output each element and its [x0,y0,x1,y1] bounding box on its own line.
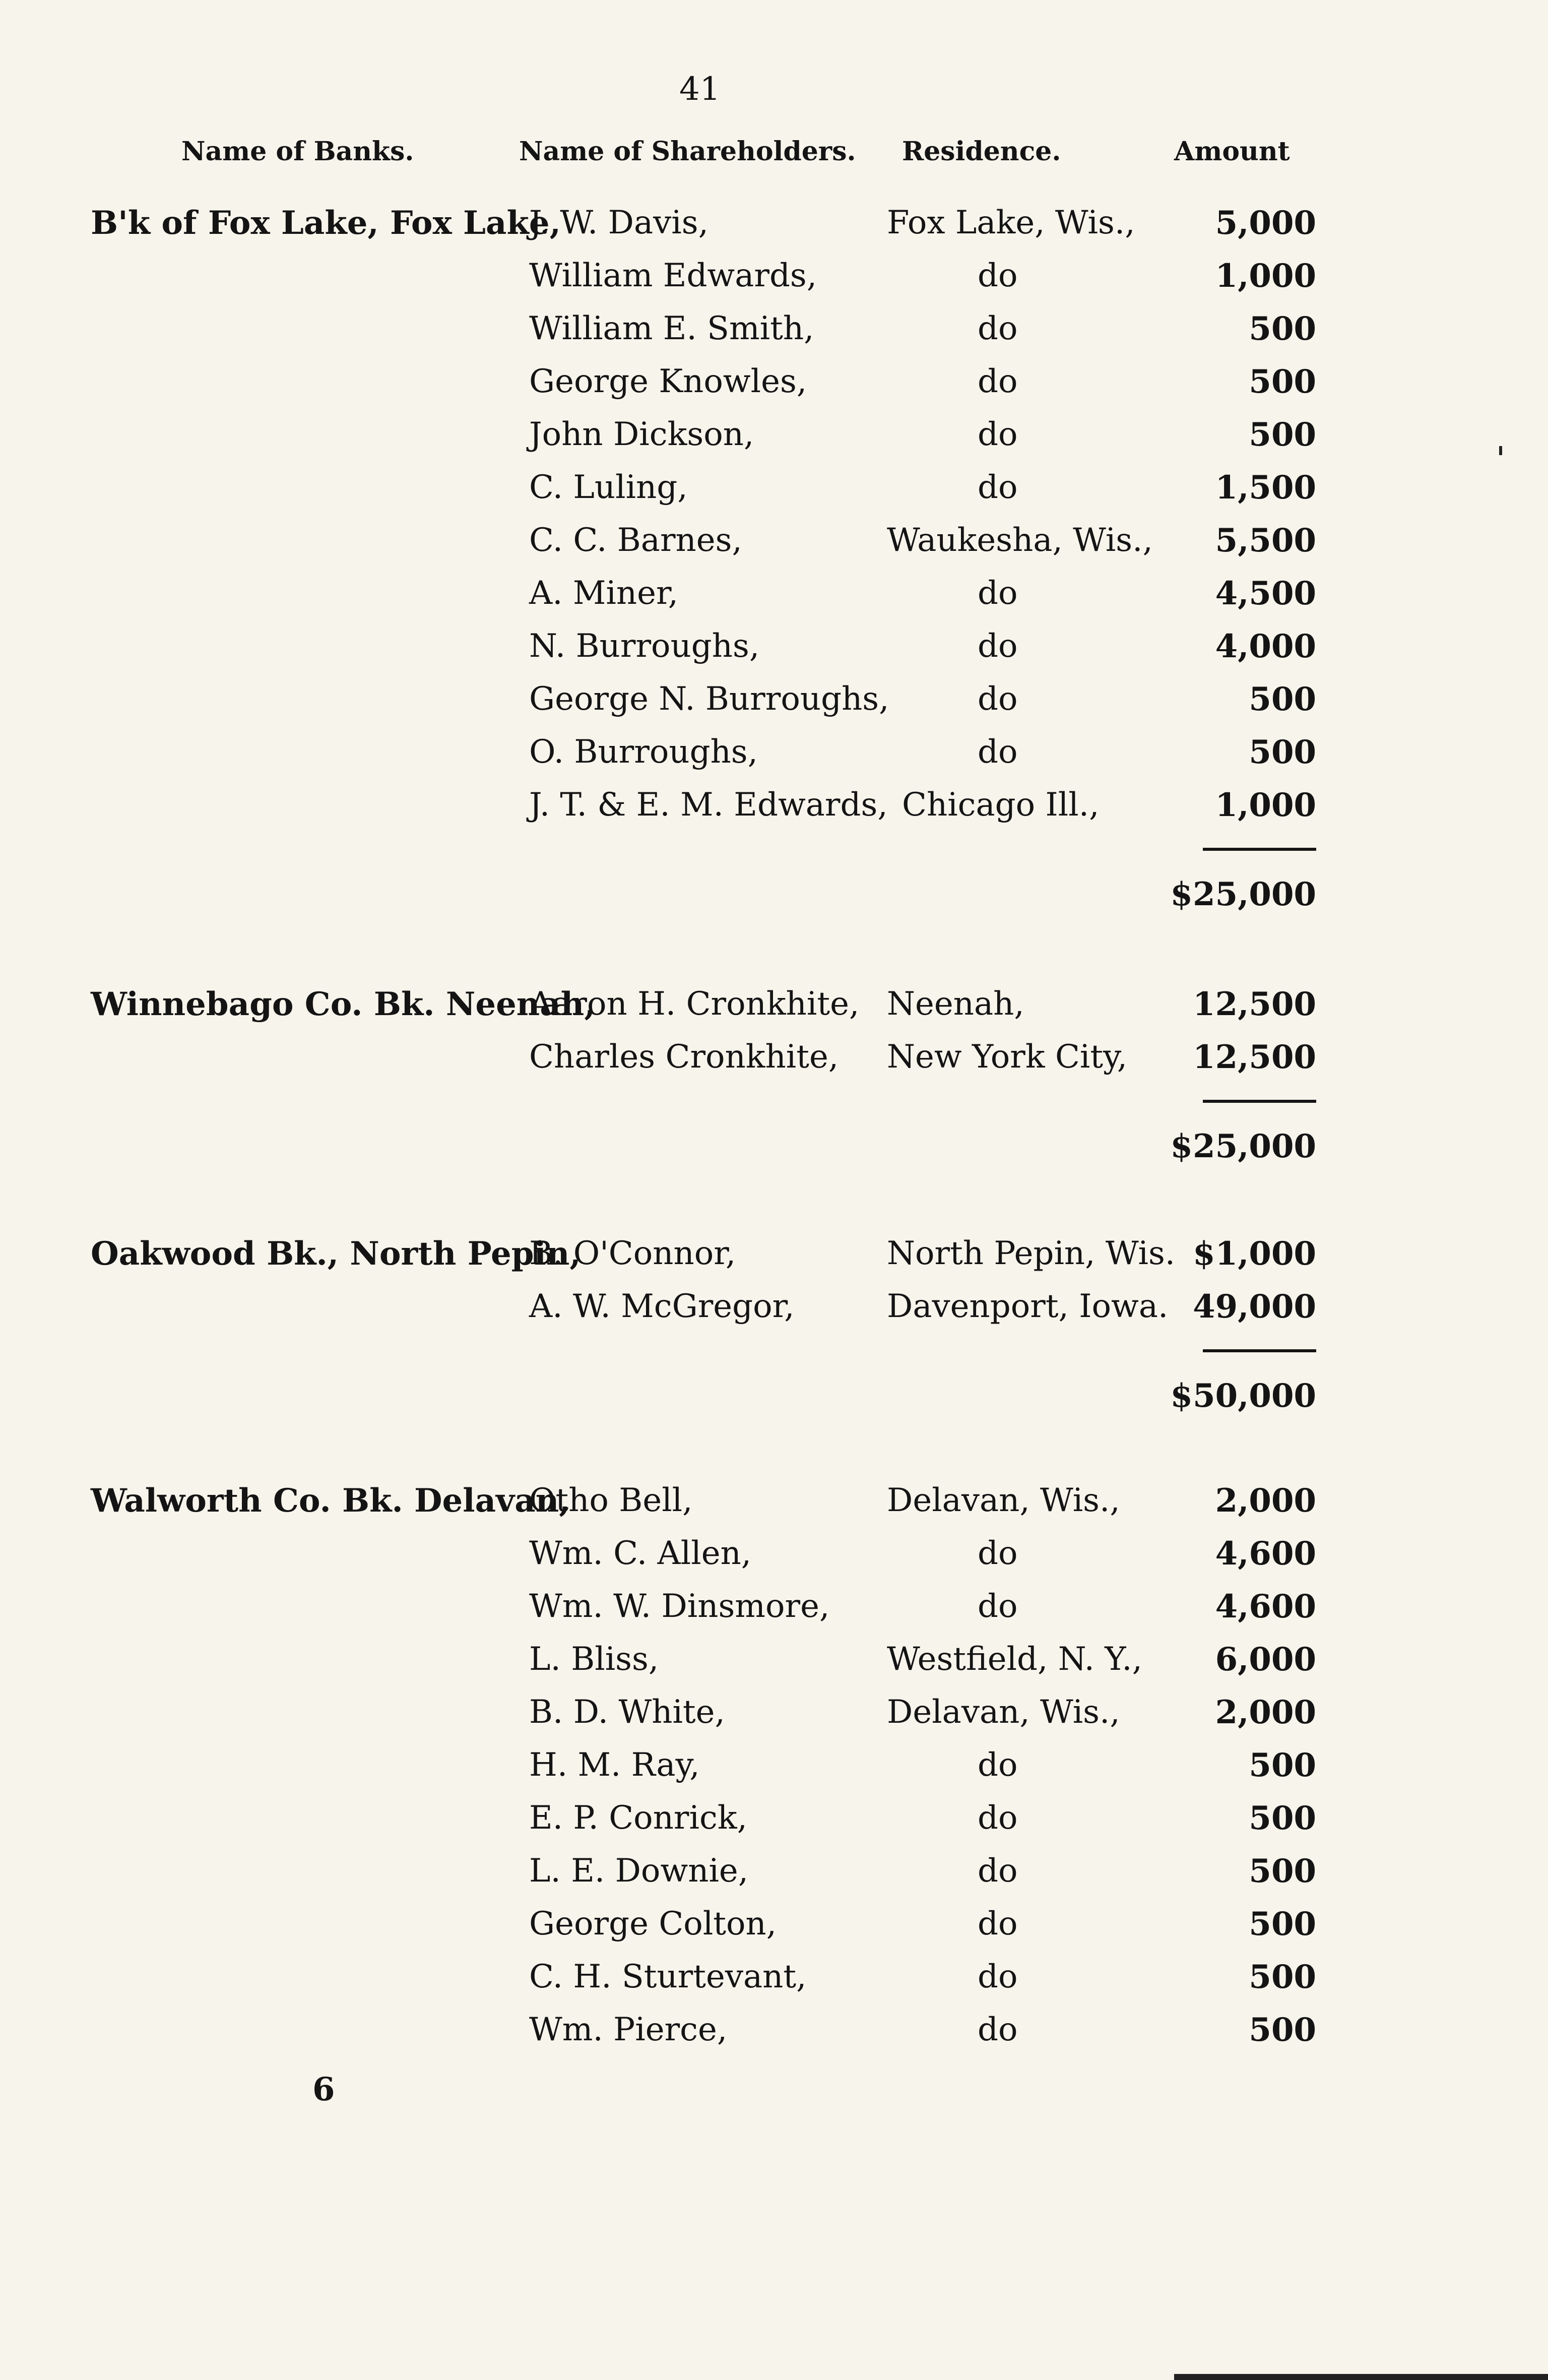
table-row [0,1898,1548,1951]
shareholder-name: N. Burroughs, [529,628,760,665]
table-row [0,197,1548,249]
residence: do [978,1905,1018,1943]
amount: 500 [1249,363,1316,401]
amount: 500 [1249,1852,1316,1890]
table-row [0,302,1548,355]
table-row [0,461,1548,514]
section-total-row [0,1119,1548,1174]
section-total: $50,000 [1170,1377,1316,1415]
shareholder-name: Aaron H. Cronkhite, [529,985,860,1023]
amount: 5,000 [1215,204,1316,242]
amount: 5,500 [1215,522,1316,559]
table-row [0,249,1548,302]
residence: do [978,1746,1018,1784]
table-row [0,620,1548,673]
amount: 500 [1249,1799,1316,1837]
residence: do [978,680,1018,718]
table-row [0,1739,1548,1792]
shareholder-name: George Knowles, [529,363,807,400]
bank-section-oakwood [0,1227,1548,1424]
amount: 4,600 [1215,1535,1316,1573]
scan-edge [1174,2374,1548,2380]
residence: do [978,1799,1018,1837]
residence: do [978,1588,1018,1625]
shareholder-name: George N. Burroughs, [529,680,889,718]
bank-name: Winnebago Co. Bk. Neenah, [91,985,596,1023]
amount: 1,500 [1215,469,1316,507]
amount: $1,000 [1193,1235,1316,1273]
shareholder-name: Otho Bell, [529,1482,693,1519]
residence: Neenah, [887,985,1024,1023]
shareholder-name: Wm. C. Allen, [529,1535,752,1572]
residence: do [978,575,1018,612]
shareholder-name: John Dickson, [529,416,754,453]
amount: 500 [1249,1905,1316,1943]
shareholder-name: Wm. W. Dinsmore, [529,1588,830,1625]
table-row [0,779,1548,832]
shareholder-name: O. Burroughs, [529,733,758,771]
amount: 2,000 [1215,1482,1316,1520]
bank-name: B'k of Fox Lake, Fox Lake, [91,204,561,242]
residence: do [978,628,1018,665]
amount: 1,000 [1215,786,1316,824]
amount: 500 [1249,416,1316,454]
section-total: $25,000 [1170,875,1316,913]
amount: 49,000 [1193,1288,1316,1326]
amount: 500 [1249,1746,1316,1784]
table-row [0,567,1548,620]
table-row [0,1527,1548,1580]
table-row [0,408,1548,461]
shareholder-name: H. M. Ray, [529,1746,700,1784]
table-row [0,1633,1548,1686]
amount: 4,600 [1215,1588,1316,1625]
residence: Westfield, N. Y., [887,1641,1142,1678]
shareholder-name: William Edwards, [529,257,817,294]
table-row [0,1845,1548,1898]
amount: 4,500 [1215,575,1316,612]
table-row [0,514,1548,567]
residence: Delavan, Wis., [887,1694,1120,1731]
residence: do [978,1852,1018,1890]
shareholder-name: A. W. McGregor, [529,1288,795,1325]
bank-name: Walworth Co. Bk. Delavan, [91,1482,570,1520]
residence: do [978,363,1018,400]
amount: 500 [1249,680,1316,718]
table-row [0,1280,1548,1333]
section-total: $25,000 [1170,1128,1316,1165]
table-row [0,726,1548,779]
residence: do [978,310,1018,347]
table-row [0,1227,1548,1280]
section-total-row [0,867,1548,922]
bank-section-winnebago [0,978,1548,1174]
residence: do [978,416,1018,453]
shareholder-name: Wm. Pierce, [529,2011,728,2048]
amount: 500 [1249,310,1316,348]
amount: 500 [1249,2011,1316,2049]
residence: do [978,469,1018,506]
amount: 2,000 [1215,1694,1316,1731]
table-row [0,1951,1548,2003]
shareholder-name: William E. Smith, [529,310,814,347]
bank-name: Oakwood Bk., North Pepin, [91,1235,581,1273]
shareholder-name: L. Bliss, [529,1641,659,1678]
header-bank-name: Name of Banks. [181,136,414,167]
table-row [0,1580,1548,1633]
bank-section-fox-lake [0,197,1548,922]
header-amount: Amount [1174,136,1290,167]
shareholder-name: Charles Cronkhite, [529,1038,839,1076]
residence: North Pepin, Wis. [887,1235,1176,1272]
section-total-row [0,1368,1548,1424]
total-rule [0,832,1548,867]
amount: 500 [1249,733,1316,771]
total-rule [0,1333,1548,1368]
table-row [0,1474,1548,1527]
residence: do [978,1958,1018,1995]
page-number: 41 [679,71,721,108]
amount: 500 [1249,1958,1316,1996]
residence: do [978,733,1018,771]
bank-section-walworth [0,1474,1548,2056]
residence: Chicago Ill., [902,786,1100,824]
shareholder-name: C. H. Sturtevant, [529,1958,807,1995]
residence: Fox Lake, Wis., [887,204,1135,241]
table-row [0,355,1548,408]
residence: do [978,257,1018,294]
header-residence: Residence. [902,136,1061,167]
signature-mark: 6 [312,2071,335,2108]
table-row [0,673,1548,726]
shareholder-name: C. Luling, [529,469,688,506]
amount: 4,000 [1215,628,1316,665]
residence: do [978,1535,1018,1572]
residence: Davenport, Iowa. [887,1288,1169,1325]
shareholder-name: J. T. & E. M. Edwards, [529,786,888,824]
shareholder-name: L. E. Downie, [529,1852,749,1890]
shareholder-name: B. D. White, [529,1694,725,1731]
shareholder-name: B. O'Connor, [529,1235,736,1272]
amount: 12,500 [1193,985,1316,1023]
table-row [0,2003,1548,2056]
scan-speck [1499,446,1502,455]
total-rule [0,1084,1548,1119]
amount: 1,000 [1215,257,1316,295]
table-row [0,978,1548,1031]
residence: Delavan, Wis., [887,1482,1120,1519]
shareholder-name: E. P. Conrick, [529,1799,747,1837]
residence: do [978,2011,1018,2048]
table-row [0,1031,1548,1084]
shareholder-name: C. C. Barnes, [529,522,742,559]
shareholder-name: A. Miner, [529,575,678,612]
shareholder-name: George Colton, [529,1905,777,1943]
table-row [0,1792,1548,1845]
shareholder-name: J. W. Davis, [529,204,708,241]
residence: Waukesha, Wis., [887,522,1153,559]
table-row [0,1686,1548,1739]
header-shareholder-name: Name of Shareholders. [519,136,856,167]
residence: New York City, [887,1038,1128,1076]
amount: 12,500 [1193,1038,1316,1076]
amount: 6,000 [1215,1641,1316,1678]
